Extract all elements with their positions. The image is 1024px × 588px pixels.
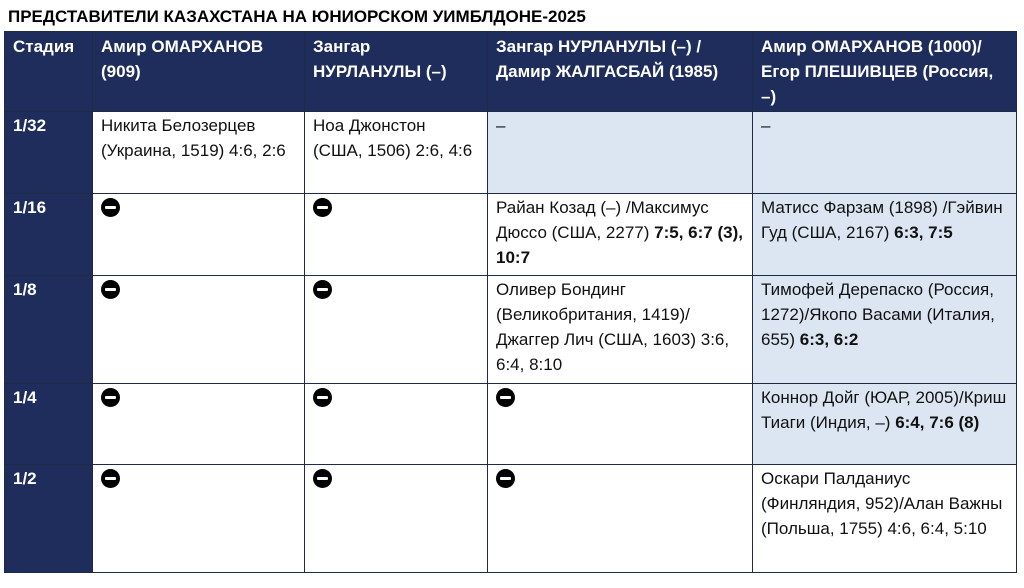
result-cell [488, 194, 753, 276]
header-doubles-1: Зангар НУРЛАНУЛЫ (–) /Дамир ЖАЛГАСБАЙ (1985) [488, 32, 753, 112]
result-text: Никита Белозерцев (Украина, 1519) 4:6, 2:6 [101, 116, 286, 160]
no-entry-icon [313, 469, 332, 488]
no-entry-icon [313, 198, 332, 217]
result-cell [93, 194, 305, 276]
result-cell [488, 465, 753, 573]
stage-cell: 1/4 [5, 384, 93, 465]
stage-cell: 1/2 [5, 465, 93, 573]
result-cell [753, 384, 1017, 465]
no-entry-icon [101, 469, 120, 488]
result-cell [93, 384, 305, 465]
result-text: Оливер Бондинг (Великобритания, 1419)/Джаггер Лич (США, 1603) 3:6, 6:4, 8:10 [496, 280, 730, 374]
result-cell [488, 384, 753, 465]
page-title: ПРЕДСТАВИТЕЛИ КАЗАХСТАНА НА ЮНИОРСКОМ УИМБЛДОНЕ-2025 [8, 7, 586, 26]
stage-cell: 1/8 [5, 276, 93, 384]
table-row [5, 465, 1017, 573]
no-entry-icon [101, 388, 120, 407]
table-row [5, 276, 1017, 384]
result-cell [488, 112, 753, 194]
result-text: Райан Козад (–) /Максимус Дюссо (США, 2277) [496, 198, 709, 242]
result-cell [753, 276, 1017, 384]
score-bold: 7:5, 6:7 (3), 10:7 [496, 223, 743, 267]
result-cell [753, 112, 1017, 194]
result-cell [753, 465, 1017, 573]
table-row [5, 194, 1017, 276]
score-bold: 6:4, 7:6 (8) [895, 413, 980, 432]
result-text: Оскари Палданиус (Финляндия, 952)/Алан Важны (Польша, 1755) 4:6, 6:4, 5:10 [761, 469, 1003, 538]
score-bold: 6:3, 7:5 [894, 223, 953, 242]
no-entry-icon [313, 280, 332, 299]
result-text: – [496, 116, 506, 135]
result-cell [305, 194, 488, 276]
no-entry-icon [101, 198, 120, 217]
result-text: Ноа Джонстон (США, 1506) 2:6, 4:6 [313, 116, 473, 160]
header-doubles-2: Амир ОМАРХАНОВ (1000)/Егор ПЛЕШИВЦЕВ (Россия, –) [753, 32, 1017, 112]
result-cell [93, 276, 305, 384]
header-row [5, 32, 1017, 112]
result-text: Тимофей Дерепаско (Россия, 1272)/Якопо Васами (Италия, 655) [761, 280, 995, 349]
result-cell [93, 465, 305, 573]
results-table [4, 31, 1017, 573]
table-row [5, 112, 1017, 194]
stage-cell: 1/32 [5, 112, 93, 194]
no-entry-icon [313, 388, 332, 407]
result-text: Коннор Дойг (ЮАР, 2005)/Криш Тиаги (Индия, –) [761, 388, 1007, 432]
result-cell [305, 276, 488, 384]
no-entry-icon [496, 388, 515, 407]
result-cell [93, 112, 305, 194]
result-cell [753, 194, 1017, 276]
no-entry-icon [101, 280, 120, 299]
no-entry-icon [496, 469, 515, 488]
result-text: Матисс Фарзам (1898) /Гэйвин Гуд (США, 2167) [761, 198, 1003, 242]
result-cell [305, 384, 488, 465]
header-stage: Стадия [5, 32, 93, 112]
result-text: – [761, 116, 771, 135]
result-cell [305, 465, 488, 573]
header-player-1: Амир ОМАРХАНОВ (909) [93, 32, 305, 112]
stage-cell: 1/16 [5, 194, 93, 276]
header-player-2: Зангар НУРЛАНУЛЫ (–) [305, 32, 488, 112]
table-row [5, 384, 1017, 465]
result-cell [305, 112, 488, 194]
result-cell [488, 276, 753, 384]
score-bold: 6:3, 6:2 [799, 330, 859, 349]
